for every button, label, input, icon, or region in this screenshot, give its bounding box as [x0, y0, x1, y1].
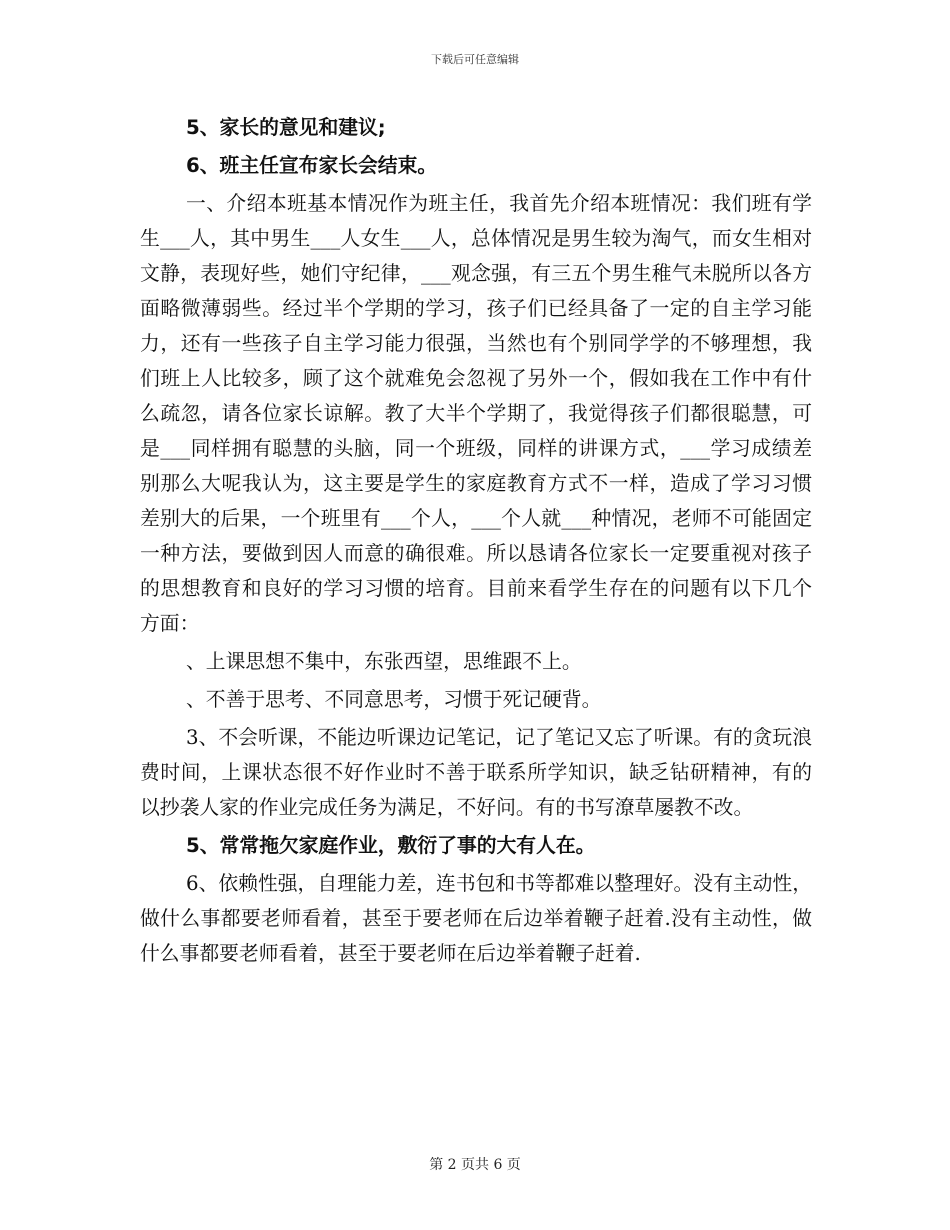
section-heading-homework: 5、常常拖欠家庭作业，敷衍了事的大有人在。	[186, 834, 596, 857]
paragraph-issue-dependency: 6、依赖性强，自理能力差，连书包和书等都难以整理好。没有主动性，做什么事都要老师看着，甚至于要老师在后边举着鞭子赶着.没有主动性，做什么事都要老师看着，甚至于要老师在后边举着鞭子赶着.	[140, 872, 812, 965]
paragraph-issue-thinking: 、不善于思考、不同意思考，习惯于死记硬背。	[186, 688, 602, 711]
page-footer: 第 2 页共 6 页	[429, 1157, 521, 1173]
paragraph-class-overview: 一、介绍本班基本情况作为班主任，我首先介绍本班情况：我们班有学生___人，其中男生___人女生___人，总体情况是男生较为淘气，而女生相对文静，表现好些，她们守纪律，___观念强，有三五个男生稚气未脱所以各方面略微薄弱些。经过半个学期的学习，孩子们已经具备了一定的自主学习能力，还有一些孩子自主学习能力很强，当然也有个别同学学的不够理想，我们班上人比较多，顾了这个就难免会忽视了另外一个，假如我在工作中有什么疏忽，请各位家长谅解。教了大半个学期了，我觉得孩子们都很聪慧，可是___同样拥有聪慧的头脑，同一个班级，同样的讲课方式，___学习成绩差别那么大呢我认为，这主要是学生的家庭教育方式不一样，造成了学习习惯差别大的后果，一个班里有___个人，___个人就___种情况，老师不可能固定一种方法，要做到因人而意的确很难。所以恳请各位家长一定要重视对孩子的思想教育和良好的学习习惯的培育。目前来看学生存在的问题有以下几个方面：	[140, 192, 812, 635]
paragraph-issue-attention: 、上课思想不集中，东张西望，思维跟不上。	[186, 650, 582, 673]
paragraph-issue-listening: 3、不会听课，不能边听课边记笔记，记了笔记又忘了听课。有的贪玩浪费时间，上课状态很不好作业时不善于联系所学知识，缺乏钻研精神，有的以抄袭人家的作业完成任务为满足，不好问。有的书写潦草屡教不改。	[140, 726, 812, 819]
section-heading-parent-suggestions: 5、家长的意见和建议;	[186, 116, 386, 139]
page-header: 下载后可任意编辑	[431, 53, 519, 66]
section-heading-meeting-end: 6、班主任宣布家长会结束。	[186, 154, 438, 177]
document-body	[140, 110, 812, 974]
